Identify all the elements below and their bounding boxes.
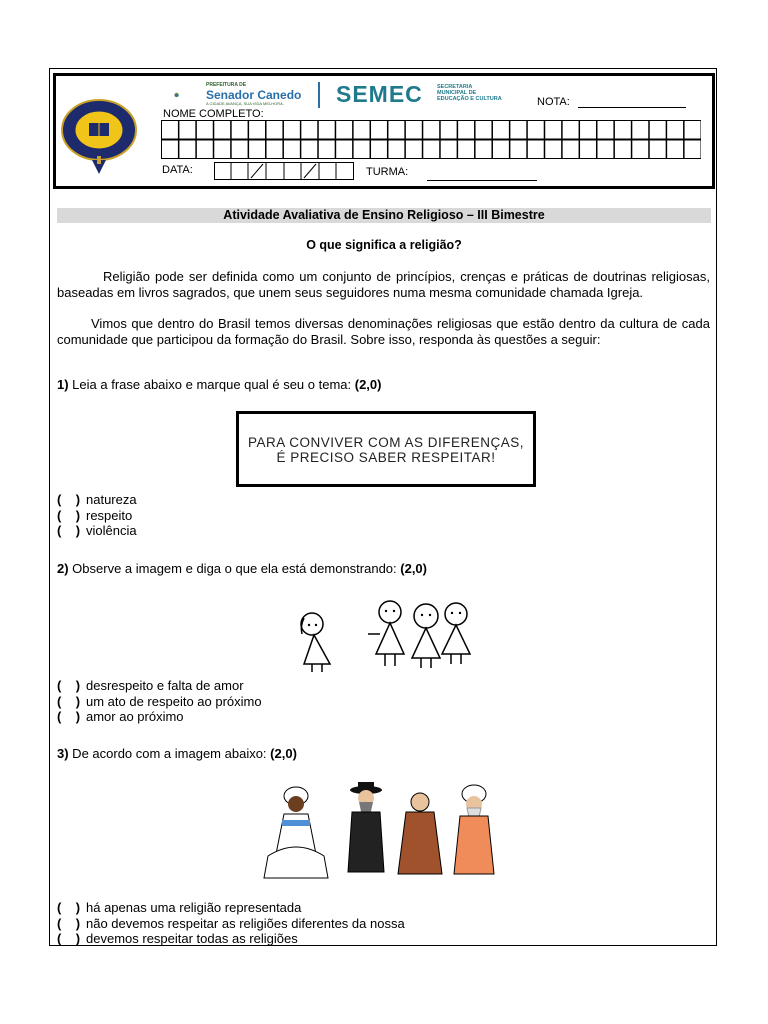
name-grid-cell[interactable] — [475, 121, 492, 140]
header-divider — [318, 82, 320, 108]
name-grid-cell[interactable] — [266, 140, 283, 159]
name-grid-cell[interactable] — [632, 121, 649, 140]
activity-title: Atividade Avaliativa de Ensino Religioso – III Bimestre — [57, 208, 711, 223]
nota-field[interactable] — [578, 107, 686, 108]
name-grid-cell[interactable] — [336, 140, 353, 159]
name-grid-cell[interactable] — [266, 121, 283, 140]
option-label: natureza — [86, 492, 137, 507]
name-grid-cell[interactable] — [388, 121, 405, 140]
option-label: respeito — [86, 507, 133, 523]
checkbox-marker[interactable]: ( ) — [57, 693, 81, 709]
prefeitura-tagline: A CIDADE AVANÇA, SUA VIDA MELHORA. — [206, 101, 284, 106]
semec-sub-line: EDUCAÇÃO E CULTURA — [437, 96, 502, 102]
name-grid-cell[interactable] — [562, 140, 579, 159]
intro-paragraph: Religião pode ser definida como um conjunto de princípios, crenças e práticas de doutrinas religiosas, baseadas em livros sagrados, que unem seus seguidores numa mesma comunidade chamada Igreja. — [57, 269, 710, 300]
name-grid-cell[interactable] — [684, 140, 701, 159]
question-points: (2,0) — [354, 377, 382, 392]
name-grid-cell[interactable] — [283, 140, 300, 159]
answer-option[interactable] — [57, 900, 301, 916]
name-grid-cell[interactable] — [405, 140, 422, 159]
turma-label: TURMA: — [366, 166, 409, 178]
option-label: devemos respeitar todas as religiões — [86, 931, 298, 946]
semec-sub-line: SECRETARIA — [437, 84, 473, 90]
question-number: 3) — [57, 746, 69, 761]
name-grid-cell[interactable] — [614, 140, 631, 159]
name-grid-cell[interactable] — [318, 121, 335, 140]
intro-paragraph: Vimos que dentro do Brasil temos diversas denominações religiosas que estão dentro da cultura de cada comunidade que participou da formação do Brasil. Sobre isso, responda às questões a seguir: — [57, 316, 710, 347]
name-grid-cell[interactable] — [162, 140, 179, 159]
phrase-line: É PRECISO SABER RESPEITAR! — [276, 450, 496, 465]
name-grid-cell[interactable] — [458, 121, 475, 140]
semec-subtitle — [437, 84, 502, 102]
name-grid-cell[interactable] — [301, 121, 318, 140]
question-1 — [57, 377, 381, 392]
name-grid-cell[interactable] — [545, 121, 562, 140]
stick-figures-illustration — [290, 598, 480, 678]
name-grid-cell[interactable] — [353, 121, 370, 140]
name-grid-cell[interactable] — [388, 140, 405, 159]
answer-option[interactable] — [57, 694, 262, 710]
name-grid-cell[interactable] — [249, 140, 266, 159]
name-grid-cell[interactable] — [231, 121, 248, 140]
name-grid-cell[interactable] — [249, 121, 266, 140]
name-grid-cell[interactable] — [580, 140, 597, 159]
question-number: 1) — [57, 377, 69, 392]
name-grid-cell[interactable] — [423, 140, 440, 159]
name-grid-cell[interactable] — [649, 121, 666, 140]
checkbox-marker[interactable]: ( ) — [57, 678, 81, 693]
semec-sub-line: MUNICIPAL DE — [437, 90, 477, 96]
question-text: De acordo com a imagem abaixo: — [68, 746, 271, 761]
question-text: Observe a imagem e diga o que ela está demonstrando: — [68, 561, 401, 576]
name-grid-cell[interactable] — [283, 121, 300, 140]
name-grid-cell[interactable] — [440, 140, 457, 159]
name-grid-cell[interactable] — [475, 140, 492, 159]
name-grid-cell[interactable] — [458, 140, 475, 159]
turma-field[interactable] — [427, 180, 537, 181]
phrase-line: PARA CONVIVER COM AS DIFERENÇAS, — [247, 435, 525, 450]
question-3 — [57, 746, 297, 761]
option-label: desrespeito e falta de amor — [86, 678, 244, 693]
name-grid-cell[interactable] — [405, 121, 422, 140]
checkbox-marker[interactable]: ( ) — [57, 915, 81, 931]
name-grid-cell[interactable] — [423, 121, 440, 140]
question-number: 2) — [57, 561, 69, 576]
name-grid-cell[interactable] — [667, 121, 684, 140]
name-grid-cell[interactable] — [649, 140, 666, 159]
name-grid-cell[interactable] — [545, 140, 562, 159]
name-grid-cell[interactable] — [371, 121, 388, 140]
name-grid-cell[interactable] — [597, 121, 614, 140]
option-label: violência — [86, 523, 137, 538]
nota-label: NOTA: — [537, 96, 570, 108]
name-grid-cell[interactable] — [597, 140, 614, 159]
section-subtitle: O que significa a religião? — [306, 238, 462, 252]
name-grid-cell[interactable] — [353, 140, 370, 159]
name-grid-cell[interactable] — [318, 140, 335, 159]
religious-figures-illustration — [262, 780, 502, 884]
option-label: um ato de respeito ao próximo — [86, 693, 262, 709]
checkbox-marker[interactable]: ( ) — [57, 900, 81, 915]
answer-option[interactable] — [57, 492, 137, 508]
option-label: amor ao próximo — [86, 709, 184, 724]
question-text: Leia a frase abaixo e marque qual é seu o tema: — [68, 377, 355, 392]
answer-option[interactable] — [57, 709, 184, 725]
name-grid-cell[interactable] — [632, 140, 649, 159]
question-points: (2,0) — [270, 746, 297, 761]
name-grid-cell[interactable] — [667, 140, 684, 159]
name-grid-cell[interactable] — [684, 121, 701, 140]
name-grid-cell[interactable] — [510, 140, 527, 159]
answer-option[interactable] — [57, 916, 405, 932]
data-field-grid[interactable] — [214, 162, 354, 180]
option-label: há apenas uma religião representada — [86, 900, 302, 915]
answer-option[interactable] — [57, 523, 137, 539]
answer-option[interactable] — [57, 678, 244, 694]
name-grid-cell[interactable] — [179, 121, 196, 140]
name-grid-cell[interactable] — [214, 140, 231, 159]
phrase-box — [236, 411, 536, 487]
name-grid-cell[interactable] — [336, 121, 353, 140]
name-grid-cell[interactable] — [371, 140, 388, 159]
prefeitura-small-text: PREFEITURA DE — [206, 82, 247, 88]
name-grid-cell[interactable] — [527, 140, 544, 159]
name-grid-cell[interactable] — [492, 121, 509, 140]
name-grid-cell[interactable] — [214, 121, 231, 140]
checkbox-marker[interactable]: ( ) — [57, 492, 81, 507]
name-grid-cell[interactable] — [614, 121, 631, 140]
prefeitura-name: Senador Canedo — [206, 88, 302, 102]
option-label: não devemos respeitar as religiões diferentes da nossa — [86, 915, 405, 931]
name-grid-cell[interactable] — [162, 121, 179, 140]
checkbox-marker[interactable]: ( ) — [57, 523, 81, 538]
checkbox-marker[interactable]: ( ) — [57, 507, 81, 523]
name-grid-cell[interactable] — [179, 140, 196, 159]
school-seal-logo — [59, 96, 139, 176]
question-2 — [57, 561, 427, 576]
name-grid-cell[interactable] — [440, 121, 457, 140]
checkbox-marker[interactable]: ( ) — [57, 709, 81, 724]
prefeitura-logo-icon — [174, 82, 202, 108]
name-grid-cell[interactable] — [196, 121, 213, 140]
name-grid-cell[interactable] — [492, 140, 509, 159]
checkbox-marker[interactable]: ( ) — [57, 931, 81, 946]
nome-field-grid[interactable] — [161, 120, 701, 159]
answer-option[interactable] — [57, 931, 298, 947]
name-grid-cell[interactable] — [231, 140, 248, 159]
nome-label: NOME COMPLETO: — [163, 108, 264, 120]
data-label: DATA: — [162, 164, 193, 176]
name-grid-cell[interactable] — [562, 121, 579, 140]
name-grid-cell[interactable] — [301, 140, 318, 159]
name-grid-cell[interactable] — [510, 121, 527, 140]
question-points: (2,0) — [400, 561, 427, 576]
name-grid-cell[interactable] — [196, 140, 213, 159]
semec-logo-text: SEMEC — [336, 81, 423, 107]
name-grid-cell[interactable] — [527, 121, 544, 140]
answer-option[interactable] — [57, 508, 132, 524]
name-grid-cell[interactable] — [580, 121, 597, 140]
